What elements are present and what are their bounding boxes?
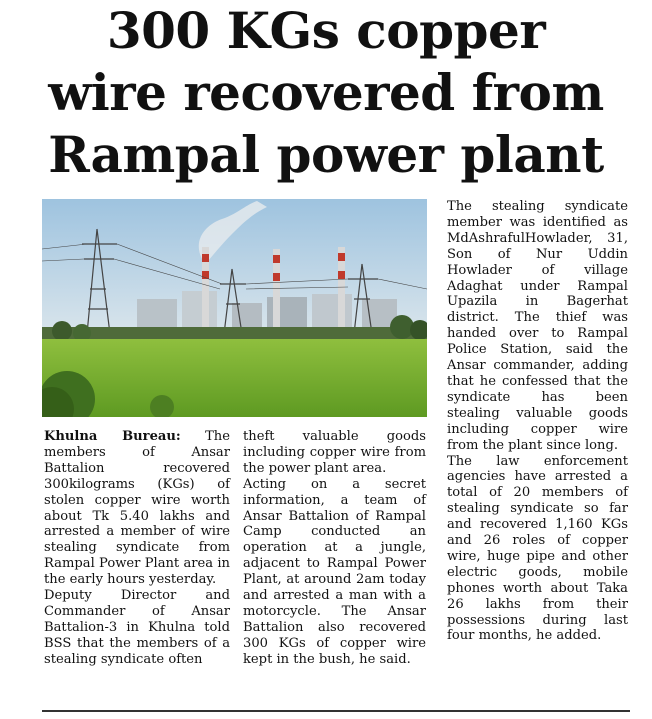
column-1-paragraph-1 xyxy=(44,429,230,588)
article-column-1 xyxy=(44,429,230,668)
column-1-paragraph-1-text: The members of Ansar Battalion recovered 300kilograms (KGs) of stolen copper wire worth about Tk 5.40 lakhs and arrested a member of wire stealing syndicate from Rampal Power Plant area in the early hours yesterday. xyxy=(44,429,230,588)
headline-line-1: 300 KGs copper xyxy=(106,1,546,60)
headline-line-2: wire recovered from xyxy=(48,63,604,122)
headline-line-3: Rampal power plant xyxy=(48,125,604,184)
bottom-rule xyxy=(42,710,630,712)
byline: Khulna Bureau: xyxy=(44,429,181,444)
column-3-paragraph-2: The law enforcement agencies have arrested a total of 20 members of stealing syndicate so far and recovered 1,160 KGs and 26 roles of copper wire, huge pipe and other electric goods, mobile phones worth about Taka 26 lakhs from their possessions during last four months, he added. xyxy=(447,453,628,644)
headline xyxy=(10,0,642,186)
column-3-paragraph-1: The stealing syndicate member was identified as MdAshrafulHowlader, 31, Son of Nur Uddin Howlader of village Adaghat under Rampal Upazila in Bagerhat district. The thief was handed over to Rampal Police Station, said the Ansar commander, adding that he confessed that the syndicate has been stealing valuable goods including copper wire from the plant since long. xyxy=(447,199,628,453)
power-plant-photo xyxy=(42,199,427,417)
column-2-paragraph-2: Acting on a secret information, a team of Ansar Battalion of Rampal Camp conducted an operation at a jungle, adjacent to Rampal Power Plant, at around 2am today and arrested a man with a motorcycle. The Ansar Battalion also recovered 300 KGs of copper wire kept in the bush, he said. xyxy=(243,476,426,667)
column-2-paragraph-1: theft valuable goods including copper wire from the power plant area. xyxy=(243,429,426,476)
article-column-2 xyxy=(243,429,426,668)
column-1-paragraph-2: Deputy Director and Commander of Ansar Battalion-3 in Khulna told BSS that the members of a stealing syndicate often xyxy=(44,588,230,667)
article-column-3 xyxy=(447,199,628,644)
